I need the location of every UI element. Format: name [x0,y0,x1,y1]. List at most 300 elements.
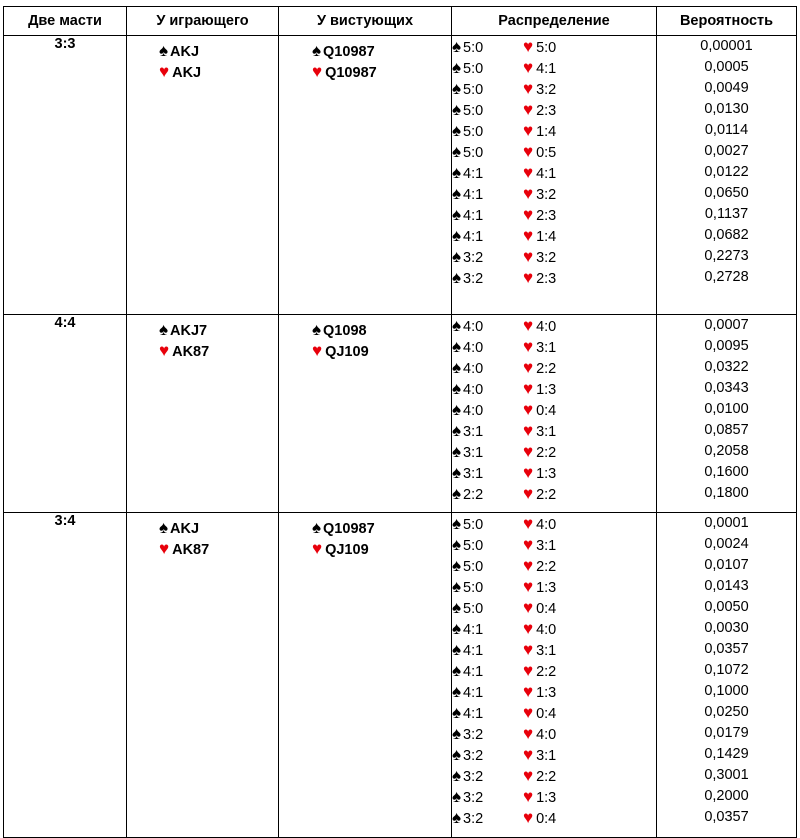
declarer-spades-line [159,517,278,538]
distribution-line [452,399,656,420]
probability-value: 0,0049 [704,80,749,96]
probability-value: 0,0650 [704,185,749,201]
spade-split-value: 5:0 [463,538,484,554]
heart-split-value: 4:1 [536,61,557,77]
probability-value: 0,0030 [704,620,749,636]
heart-split-value: 3:1 [536,748,557,764]
spade-split-value: 5:0 [463,82,484,98]
spade-split-value: 5:0 [463,559,484,575]
spade-split-value: 2:2 [463,487,484,503]
header-distribution: Распределение [452,7,657,36]
probability-value: 0,0179 [704,725,749,741]
distribution-line [452,246,656,267]
heart-split-value: 0:4 [536,601,557,617]
probability-value: 0,0024 [704,536,749,552]
heart-split [523,808,557,827]
heart-split-value: 2:2 [536,664,557,680]
spade-split [452,378,523,401]
heart-split [523,337,557,356]
spade-split-value: 3:2 [463,250,484,266]
declarer-hand-cell [127,315,279,513]
spade-split [452,120,523,143]
heart-split-value: 2:2 [536,769,557,785]
probability-value: 0,2000 [704,788,749,804]
distribution-line [452,807,656,828]
distribution-line [452,618,656,639]
heart-split [523,463,557,482]
heart-split-value: 3:2 [536,187,557,203]
distribution-line [452,462,656,483]
spade-split-value: 3:2 [463,790,484,806]
distribution-line [452,378,656,399]
table-body [4,36,797,838]
suit-lengths-cell: 4:4 [4,315,127,513]
suit-lengths-cell: 3:3 [4,36,127,315]
heart-split-value: 2:2 [536,559,557,575]
probability-value: 0,0107 [704,557,749,573]
heart-icon: ♥ [523,226,534,245]
heart-split [523,682,557,701]
distribution-line [452,513,656,534]
probability-value: 0,00001 [700,38,753,54]
heart-split-value: 3:1 [536,643,557,659]
heart-icon: ♥ [523,514,534,533]
heart-icon: ♥ [523,745,534,764]
distribution-line [452,336,656,357]
spade-split-value: 5:0 [463,40,484,56]
spade-icon: ♠ [452,100,462,119]
spade-icon: ♠ [159,518,169,537]
declarer-hand-cell [127,513,279,838]
probability-value: 0,2728 [704,269,749,285]
probability-value: 0,1800 [704,485,749,501]
spade-split [452,399,523,422]
spade-icon: ♠ [312,518,322,537]
declarer-spades-line [159,40,278,61]
heart-icon: ♥ [159,539,170,558]
heart-icon: ♥ [523,661,534,680]
spade-icon: ♠ [312,320,322,339]
defenders-hand [279,315,451,361]
spade-split [452,534,523,557]
spade-split [452,141,523,164]
heart-icon: ♥ [523,58,534,77]
heart-split [523,247,557,266]
distribution-cell [452,36,657,315]
defenders-hearts: QJ109 [325,344,369,360]
heart-icon: ♥ [523,463,534,482]
spade-split-value: 3:1 [463,424,484,440]
declarer-hand-cell [127,36,279,315]
heart-icon: ♥ [523,442,534,461]
heart-icon: ♥ [523,766,534,785]
heart-icon: ♥ [523,337,534,356]
spade-split [452,513,523,536]
heart-split [523,358,557,377]
probability-value: 0,0001 [704,515,749,531]
heart-icon: ♥ [523,316,534,335]
spade-split-value: 5:0 [463,601,484,617]
declarer-hearts: AKJ [172,65,202,81]
spade-split-value: 3:1 [463,445,484,461]
heart-split-value: 3:1 [536,538,557,554]
spade-split [452,246,523,269]
heart-split [523,535,557,554]
defenders-spades-line [312,319,451,340]
heart-split [523,640,557,659]
declarer-spades: AKJ [170,521,200,537]
defenders-hearts: QJ109 [325,542,369,558]
spade-icon: ♠ [159,41,169,60]
header-two-suits: Две масти [4,7,127,36]
defenders-spades: Q10987 [323,521,375,537]
distribution-line [452,357,656,378]
heart-split [523,703,557,722]
heart-icon: ♥ [523,640,534,659]
heart-icon: ♥ [523,142,534,161]
heart-icon: ♥ [312,539,323,558]
heart-split [523,598,557,617]
spade-split-value: 4:1 [463,622,484,638]
spade-split-value: 3:2 [463,811,484,827]
spade-icon: ♠ [452,268,462,287]
spade-split [452,786,523,809]
declarer-hearts: AK87 [172,542,210,558]
spade-icon: ♠ [159,320,169,339]
heart-split-value: 4:0 [536,319,557,335]
heart-icon: ♥ [523,808,534,827]
heart-split-value: 1:3 [536,466,557,482]
spade-icon: ♠ [452,400,462,419]
spade-icon: ♠ [452,724,462,743]
spade-split-value: 5:0 [463,61,484,77]
defenders-spades-line [312,40,451,61]
distribution-line [452,204,656,225]
spade-split-value: 4:1 [463,643,484,659]
heart-icon: ♥ [523,484,534,503]
probability-value: 0,0143 [704,578,749,594]
declarer-hand [127,315,278,361]
spade-split [452,555,523,578]
distribution-line [452,162,656,183]
probability-value: 0,3001 [704,767,749,783]
spade-split [452,267,523,290]
heart-split-value: 2:2 [536,487,557,503]
heart-icon: ♥ [523,556,534,575]
heart-split-value: 3:2 [536,82,557,98]
heart-icon: ♥ [523,577,534,596]
probability-value: 0,0007 [704,317,749,333]
probability-table [3,6,797,838]
spade-split-value: 5:0 [463,580,484,596]
table-row [4,315,797,513]
probability-value: 0,0857 [704,422,749,438]
spade-split [452,36,523,59]
suit-lengths-cell: 3:4 [4,513,127,838]
probability-value: 0,0100 [704,401,749,417]
declarer-spades: AKJ [170,44,200,60]
spade-icon: ♠ [452,682,462,701]
spade-split [452,639,523,662]
distribution-line [452,483,656,504]
spade-split-value: 3:1 [463,466,484,482]
spade-icon: ♠ [452,787,462,806]
spade-split [452,315,523,338]
spade-split [452,744,523,767]
heart-split [523,121,557,140]
heart-icon: ♥ [523,787,534,806]
spade-icon: ♠ [452,598,462,617]
spade-icon: ♠ [452,556,462,575]
probability-cell [657,36,797,315]
heart-icon: ♥ [523,163,534,182]
heart-split [523,37,557,56]
spade-split-value: 5:0 [463,103,484,119]
table-row [4,36,797,315]
spade-split-value: 3:2 [463,727,484,743]
probability-value: 0,0357 [704,809,749,825]
declarer-hearts-line [159,61,278,82]
heart-split [523,58,557,77]
heart-split [523,661,557,680]
heart-icon: ♥ [523,100,534,119]
distribution-cell [452,315,657,513]
spade-icon: ♠ [452,316,462,335]
declarer-hearts-line [159,538,278,559]
spade-icon: ♠ [452,808,462,827]
distribution-line [452,315,656,336]
heart-split [523,514,557,533]
spade-split-value: 4:1 [463,187,484,203]
heart-icon: ♥ [523,535,534,554]
spade-icon: ♠ [312,41,322,60]
probability-value: 0,1600 [704,464,749,480]
spade-split-value: 3:2 [463,748,484,764]
probability-value: 0,2273 [704,248,749,264]
defenders-hand-cell [279,513,452,838]
defenders-hand-cell [279,36,452,315]
spade-split-value: 4:0 [463,340,484,356]
distribution-line [452,702,656,723]
probability-value: 0,1072 [704,662,749,678]
heart-split [523,205,557,224]
heart-icon: ♥ [523,121,534,140]
spade-icon: ♠ [452,247,462,266]
defenders-hearts: Q10987 [325,65,377,81]
declarer-hand [127,36,278,82]
spade-split-value: 4:1 [463,229,484,245]
spade-icon: ♠ [452,745,462,764]
spade-icon: ♠ [452,358,462,377]
probability-value: 0,0357 [704,641,749,657]
defenders-hearts-line [312,61,451,82]
heart-split [523,268,557,287]
heart-icon: ♥ [523,358,534,377]
table-row [4,513,797,838]
spade-split-value: 4:1 [463,166,484,182]
defenders-hand-cell [279,315,452,513]
heart-icon: ♥ [523,703,534,722]
heart-split-value: 5:0 [536,40,557,56]
probability-cell [657,315,797,513]
spade-split-value: 4:1 [463,664,484,680]
header-probability: Вероятность [657,7,797,36]
heart-split-value: 1:3 [536,685,557,701]
heart-split [523,226,557,245]
distribution-line [452,141,656,162]
heart-split [523,787,557,806]
heart-split-value: 4:0 [536,622,557,638]
heart-split-value: 1:4 [536,124,557,140]
spade-split [452,99,523,122]
heart-split-value: 2:3 [536,208,557,224]
heart-icon: ♥ [523,724,534,743]
heart-split-value: 3:2 [536,250,557,266]
heart-split-value: 0:5 [536,145,557,161]
spade-split-value: 5:0 [463,517,484,533]
distribution-line [452,420,656,441]
heart-icon: ♥ [523,268,534,287]
spade-icon: ♠ [452,421,462,440]
distribution-cell [452,513,657,838]
spade-split-value: 4:0 [463,382,484,398]
heart-split [523,163,557,182]
declarer-spades-line [159,319,278,340]
distribution-line [452,225,656,246]
spade-icon: ♠ [452,577,462,596]
spade-icon: ♠ [452,442,462,461]
defenders-hand [279,513,451,559]
heart-split [523,316,557,335]
spade-split [452,597,523,620]
distribution-line [452,765,656,786]
spade-icon: ♠ [452,58,462,77]
spade-split [452,357,523,380]
heart-icon: ♥ [523,379,534,398]
heart-icon: ♥ [523,682,534,701]
distribution-line [452,183,656,204]
heart-icon: ♥ [523,184,534,203]
heart-split-value: 1:3 [536,790,557,806]
probability-value: 0,0343 [704,380,749,396]
spade-icon: ♠ [452,640,462,659]
distribution-line [452,597,656,618]
heart-split-value: 1:3 [536,580,557,596]
spade-icon: ♠ [452,619,462,638]
spade-split-value: 5:0 [463,124,484,140]
spade-split [452,336,523,359]
spade-icon: ♠ [452,121,462,140]
heart-split [523,400,557,419]
probability-value: 0,0322 [704,359,749,375]
heart-icon: ♥ [159,341,170,360]
heart-split-value: 4:0 [536,727,557,743]
probability-value: 0,1429 [704,746,749,762]
distribution-line [452,99,656,120]
spade-split [452,618,523,641]
spade-split [452,483,523,506]
spade-icon: ♠ [452,226,462,245]
heart-split-value: 0:4 [536,403,557,419]
declarer-hearts: AK87 [172,344,210,360]
spade-split [452,723,523,746]
distribution-line [452,786,656,807]
spade-split [452,57,523,80]
probability-value: 0,1000 [704,683,749,699]
distribution-line [452,57,656,78]
spade-split [452,78,523,101]
distribution-line [452,660,656,681]
distribution-line [452,681,656,702]
defenders-spades: Q1098 [323,323,367,339]
probability-value: 0,0027 [704,143,749,159]
heart-split-value: 4:1 [536,166,557,182]
probability-cell [657,513,797,838]
heart-icon: ♥ [523,79,534,98]
spade-split [452,702,523,725]
heart-split [523,79,557,98]
spade-split-value: 3:2 [463,769,484,785]
heart-split-value: 3:1 [536,424,557,440]
heart-split [523,619,557,638]
heart-icon: ♥ [523,400,534,419]
spade-icon: ♠ [452,337,462,356]
heart-split-value: 1:3 [536,382,557,398]
heart-split [523,556,557,575]
defenders-spades: Q10987 [323,44,375,60]
heart-split [523,724,557,743]
distribution-line [452,639,656,660]
heart-icon: ♥ [312,62,323,81]
spade-icon: ♠ [452,205,462,224]
heart-icon: ♥ [523,247,534,266]
spade-split-value: 4:0 [463,361,484,377]
heart-split-value: 3:1 [536,340,557,356]
spade-icon: ♠ [452,37,462,56]
probability-value: 0,0250 [704,704,749,720]
spade-split-value: 4:1 [463,208,484,224]
distribution-line [452,555,656,576]
spade-split [452,162,523,185]
distribution-line [452,723,656,744]
heart-icon: ♥ [523,421,534,440]
heart-split [523,421,557,440]
header-row [4,7,797,36]
heart-split-value: 2:3 [536,271,557,287]
probability-value: 0,0122 [704,164,749,180]
declarer-hearts-line [159,340,278,361]
spade-split-value: 4:1 [463,685,484,701]
defenders-hearts-line [312,340,451,361]
spade-split-value: 5:0 [463,145,484,161]
heart-split-value: 0:4 [536,706,557,722]
heart-split [523,379,557,398]
declarer-hand [127,513,278,559]
defenders-hearts-line [312,538,451,559]
spade-split [452,183,523,206]
spade-split-value: 3:2 [463,271,484,287]
defenders-spades-line [312,517,451,538]
header-declarer: У играющего [127,7,279,36]
spade-split [452,576,523,599]
distribution-line [452,36,656,57]
heart-icon: ♥ [312,341,323,360]
spade-icon: ♠ [452,463,462,482]
spade-split [452,225,523,248]
spade-icon: ♠ [452,163,462,182]
spade-split [452,681,523,704]
spade-icon: ♠ [452,142,462,161]
